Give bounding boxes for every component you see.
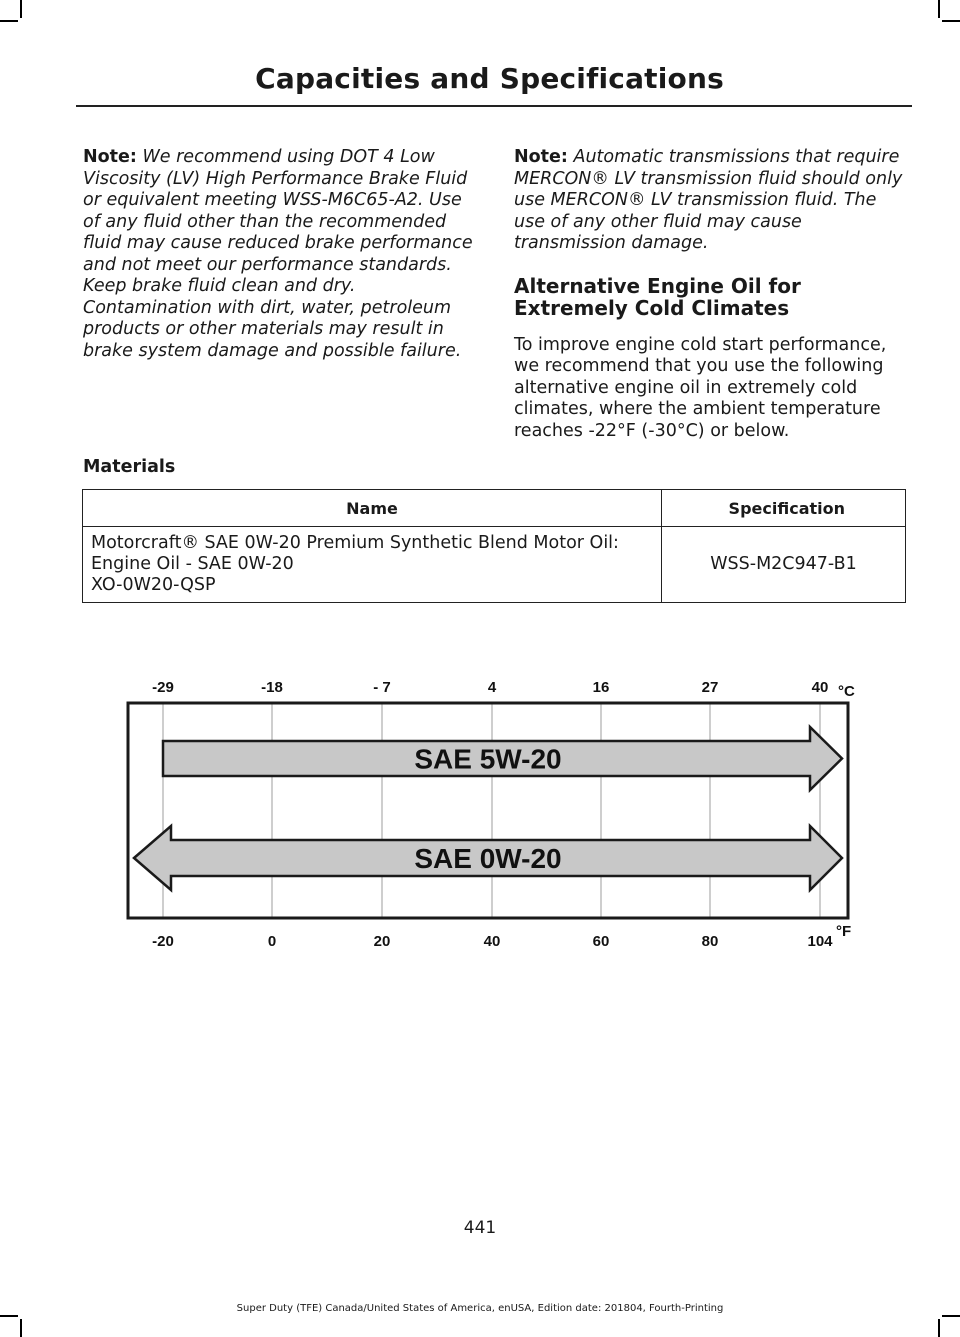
fahrenheit-unit-label: °F: [836, 923, 852, 940]
footer-edition-info: Super Duty (TFE) Canada/United States of America, enUSA, Edition date: 201804, Fourth-Printing: [236, 1303, 724, 1314]
celsius-tick-label: - 7: [373, 679, 391, 696]
crop-mark: [942, 1315, 960, 1317]
alt-oil-paragraph: To improve engine cold start performance, we recommend that you use the following alternative engine oil in extremely cold climates, where the ambient temperature reaches -22°F (-30°C) or below.: [514, 334, 887, 441]
right-column: [514, 147, 908, 442]
note-text: We recommend using DOT 4 Low Viscosity (LV) High Performance Brake Fluid or equivalent meeting WSS-M6C65-A2. Use of any fluid other than the recommended fluid may cause reduced brake performance and not meet our performance standards. Keep brake fluid clean and dry. Contamination with dirt, water, petroleum products or other materials may result in brake system damage and possible failure.: [83, 147, 473, 361]
transmission-fluid-note: [514, 147, 908, 255]
fahrenheit-tick-label: 20: [373, 933, 391, 950]
fahrenheit-tick-label: 60: [592, 933, 610, 950]
celsius-tick-label: -18: [261, 679, 283, 696]
fahrenheit-tick-label: -20: [152, 933, 174, 950]
note-label: Note:: [83, 147, 137, 167]
material-name-cell: [83, 527, 662, 603]
fahrenheit-tick-label: 0: [267, 933, 277, 950]
grade-label: SAE 5W-20: [414, 743, 562, 775]
chart-frame: [128, 703, 848, 918]
note-text: Automatic transmissions that require MERCON® LV transmission fluid should only use MERCON® LV transmission fluid. The use of any other fluid may cause transmission damage.: [514, 147, 903, 253]
celsius-tick-label: 16: [592, 679, 610, 696]
header-divider: [76, 105, 912, 107]
crop-mark: [942, 20, 960, 22]
celsius-tick-label: 4: [487, 679, 497, 696]
material-name-line: Engine Oil - SAE 0W-20: [91, 554, 294, 574]
fahrenheit-tick-label: 40: [483, 933, 501, 950]
crop-mark: [0, 1315, 18, 1317]
page-title: Capacities and Specifications: [255, 62, 724, 95]
table-header-row: [83, 490, 906, 527]
crop-mark: [20, 0, 22, 18]
material-name-line: Motorcraft® SAE 0W-20 Premium Synthetic Blend Motor Oil:: [91, 533, 619, 553]
section-heading: Alternative Engine Oil for Extremely Cold Climates: [514, 273, 801, 320]
celsius-unit-label: °C: [838, 683, 855, 700]
material-name-line: XO-0W20-QSP: [91, 575, 216, 595]
fahrenheit-tick-label: 104: [807, 933, 833, 950]
fahrenheit-tick-label: 80: [701, 933, 719, 950]
note-label: Note:: [514, 147, 568, 167]
crop-mark: [20, 1319, 22, 1337]
page-number: 441: [463, 1218, 497, 1238]
celsius-tick-label: -29: [152, 679, 174, 696]
celsius-tick-label: 27: [701, 679, 719, 696]
crop-mark: [938, 1319, 940, 1337]
grade-label: SAE 0W-20: [414, 843, 562, 874]
oil-viscosity-temperature-chart: [120, 668, 860, 958]
materials-title: Materials: [83, 457, 176, 477]
crop-mark: [938, 0, 940, 18]
crop-mark: [0, 20, 18, 22]
brake-fluid-note: [83, 147, 479, 362]
material-spec-cell: WSS-M2C947-B1: [662, 527, 906, 603]
materials-table: [82, 489, 906, 603]
column-header-name: Name: [83, 490, 662, 527]
left-column: [83, 147, 479, 362]
table-row: [83, 527, 906, 603]
celsius-tick-label: 40: [811, 679, 829, 696]
column-header-specification: Specification: [662, 490, 906, 527]
